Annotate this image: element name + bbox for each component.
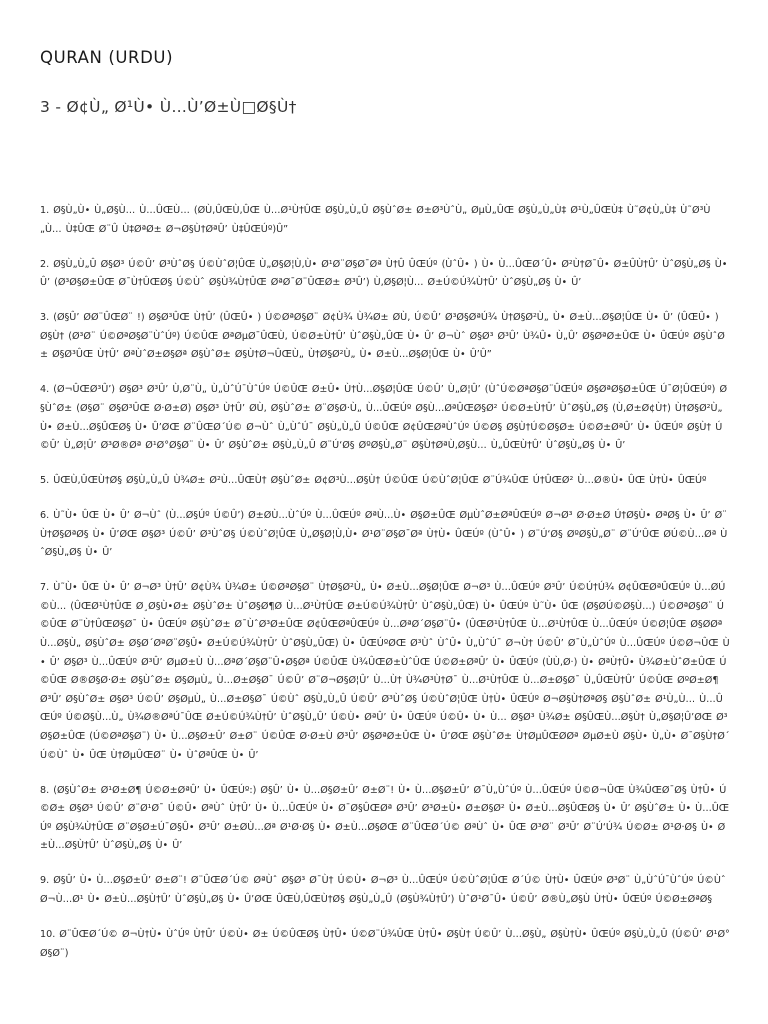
verse-list <box>40 202 730 980</box>
verse-4: 4. (Ø¬ÛŒØ³Û’) Ø§Ø³ Ø³Û’ Ù‚Ø¨Ù„ Ù„ÙˆÚ¯ÙˆÚº Ú©ÛŒ Ø±Û• Ù†Ù…Ø§Ø¦ÛŒ Ú©Û’ Ù„Ø¦Û’ (ÙˆÚ©ØªØ§Ø¨ÛŒÚº Ø§ØªØ§Ø±ÛŒ Ú¯Ø¦ÛŒÚº) Ø§ÙˆØ± (Ø§Ø¨ Ø§Ø³ÛŒ Ø·Ø±Ø) Ø§Ø³ Ù†Û’ ØÙ‚ Ø§ÙˆØ± Ø¨Ø§Ø·Ù„ Ù…ÛŒÚº Ø§Ù…ØªÛŒØ§Ø² Ú©Ø±Ù†Û’ ÙˆØ§Ù„Ø§ (Ù‚Ø±Ø¢Ù†) Ù†Ø§Ø²Ù„ Ù• Ø±Ù…Ø§ÛŒØ§ Ù• Û’ØŒ Ø¨ÛŒØ´Ú© Ø¬Ùˆ Ù„ÙˆÚ¯ Ø§Ù„Ù„Û Ú©ÛŒ Ø¢ÛŒØªÙˆÚº Ú©Ø§ Ø§Ù†Ú©Ø§Ø± Ú©Ø±ØªÛ’ Ù• ÛŒÚº Ø§Ù† Ú©Û’ Ù„Ø¦Û’ Ø³Ø®Øª Ø¹Ø°Ø§Ø¨ Ù• Û’ Ø§ÙˆØ± Ø§Ù„Ù„Û Ø¨Ú‘Ø§ ØºØ§Ù„Ø¨ Ø§Ù†ØªÙ‚Ø§Ù… Ù„ÛŒÙ†Û’ ÙˆØ§Ù„Ø§ Ù• Û’ <box>40 384 727 452</box>
verse-3: 3. (Ø§Û’ ØØ¨ÛŒØ¨ !) Ø§Ø³ÛŒ Ù†Û’ (ÛŒÛ• ) Ú©ØªØ§Ø¨ Ø¢Ù¾ Ù¾Ø± ØÙ‚ Ú©Û’ Ø³Ø§ØªÚ¾ Ù†Ø§Ø²Ù„ Ù• Ø±Ù…Ø§Ø¦ÛŒ Ù• Û’ (ÛŒÛ• ) Ø§Ù† (Ø³Ø¨ Ú©ØªØ§Ø¨ÙˆÚº) Ú©ÛŒ ØªØµØ¯ÛŒÙ‚ Ú©Ø±Ù†Û’ ÙˆØ§Ù„ÛŒ Ù• Û’ Ø¬Ùˆ Ø§Ø³ Ø³Û’ Ù¾Û• Ù„Û’ Ø§ØªØ±ÛŒ Ù• ÛŒÚº Ø§ÙˆØ± Ø§Ø³ÛŒ Ù†Û’ ØªÙˆØ±Ø§Øª Ø§ÙˆØ± Ø§Ù†Ø¬ÛŒÙ„ Ù†Ø§Ø²Ù„ Ù• Ø±Ù…Ø§Ø¦ÛŒ Ù• Û’Û” <box>40 312 725 361</box>
document-title: QURAN (URDU) <box>40 48 174 67</box>
verse-7: 7. Ù˜Ù• ÛŒ Ù• Û’ Ø¬Ø³ Ù†Û’ Ø¢Ù¾ Ù¾Ø± Ú©ØªØ§Ø¨ Ù†Ø§Ø²Ù„ Ù• Ø±Ù…Ø§Ø¦ÛŒ Ø¬Ø³ Ù…ÛŒÚº Ø³Û’ Ú©Ú†Ú¾ Ø¢ÛŒØªÛŒÚº Ù…ØÚ©Ù… (ÛŒØ¹Ù†ÛŒ Ø¸Ø§Ù•Ø± Ø§ÙˆØ± ÙˆØ§Ø¶Ø Ù…Ø¹Ù†ÛŒ Ø±Ú©Ú¾Ù†Û’ ÙˆØ§Ù„ÛŒ) Ù• ÛŒÚº Ù˜Ù• ÛŒ (Ø§ØÚ©Ø§Ù…) Ú©ØªØ§Ø¨ Ú©ÛŒ Ø¨Ù†ÛŒØ§Ø¯ Ù• ÛŒÚº Ø§ÙˆØ± Ø¯ÙˆØ³Ø±ÛŒ Ø¢ÛŒØªÛŒÚº Ù…ØªØ´Ø§Ø¨Û• (ÛŒØ¹Ù†ÛŒ Ù…Ø¹Ù†ÛŒ Ù…ÛŒÚº Ú©Ø¦ÛŒ Ø§ØØªÙ…Ø§Ù„ Ø§ÙˆØ± Ø§Ø´ØªØ¨Ø§Û• Ø±Ú©Ú¾Ù†Û’ ÙˆØ§Ù„ÛŒ) Ù• ÛŒÚºØŒ Ø³Ùˆ ÙˆÛ• Ù„ÙˆÚ¯ Ø¬Ù† Ú©Û’ Ø¯Ù„ÙˆÚº Ù…ÛŒÚº Ú©Ø¬ÛŒ Ù• Û’ Ø§Ø³ Ù…ÛŒÚº Ø³Û’ ØµØ±Ù Ù…ØªØ´Ø§Ø¨Û•Ø§Øª Ú©ÛŒ Ù¾ÛŒØ±ÙˆÛŒ Ú©Ø±ØªÛ’ Ù• ÛŒÚº (ÙÙ‚Ø·) Ù• ØªÙ†Û• Ù¾Ø±ÙˆØ±ÛŒ Ú©ÛŒ Ø®Ø§Ø·Ø± Ø§ÙˆØ± Ø§ØµÙ„ Ù…Ø±Ø§Ø¯ Ú©Û’ Ø¨Ø¬Ø§Ø¦Û’ Ù…Ù† Ù¾Ø³Ù†Ø¯ Ù…Ø¹Ù†ÛŒ Ù…Ø±Ø§Ø¯ Ù„ÛŒÙ†Û’ Ú©ÛŒ ØºØ±Ø¶ Ø³Û’ Ø§ÙˆØ± Ø§Ø³ Ú©Û’ Ø§ØµÙ„ Ù…Ø±Ø§Ø¯ Ú©Ùˆ Ø§Ù„Ù„Û Ú©Û’ Ø³ÙˆØ§ Ú©ÙˆØ¦ÛŒ Ù†Ù• ÛŒÚº Ø¬Ø§Ù†ØªØ§ Ø§ÙˆØ± Ø¹Ù„Ù… Ù…ÛŒÚº Ú©Ø§Ù…Ù„ Ù¾Ø®ØªÚ¯ÛŒ Ø±Ú©Ú¾Ù†Û’ ÙˆØ§Ù„Û’ Ú©Ù• ØªÛ’ Ù• ÛŒÚº Ú©Û• Ù• Ù… Ø§Ø³ Ù¾Ø± Ø§ÛŒÙ…Ø§Ù† Ù„Ø§Ø¦Û’ØŒ Ø³Ø§Ø±ÛŒ (Ú©ØªØ§Ø¨) Ù• Ù…Ø§Ø±Û’ Ø±Ø¨ Ú©ÛŒ Ø·Ø±Ù Ø³Û’ Ø§ØªØ±ÛŒ Ù• Û’ØŒ Ø§ÙˆØ± Ù†ØµÛŒØØª ØµØ±Ù Ø§Ù• Ù„Ù• Ø¯Ø§Ù†Ø´ Ú©Ùˆ Ù• ÛŒ Ù†ØµÛŒØ¨ Ù• ÙˆØªÛŒ Ù• Û’ <box>40 582 730 761</box>
verse-9: 9. Ø§Û’ Ù• Ù…Ø§Ø±Û’ Ø±Ø¨! Ø¨ÛŒØ´Ú© ØªÙˆ Ø§Ø³ Ø¯Ù† Ú©Ù• Ø¬Ø³ Ù…ÛŒÚº Ú©ÙˆØ¦ÛŒ Ø´Ú© Ù†Ù• ÛŒÚº Ø³Ø¨ Ù„ÙˆÚ¯ÙˆÚº Ú©Ùˆ Ø¬Ù…Ø¹ Ù• Ø±Ù…Ø§Ù†Û’ ÙˆØ§Ù„Ø§ Ù• Û’ØŒ ÛŒÙ‚ÛŒÙ†Ø§ Ø§Ù„Ù„Û (Ø§Ù¾Ù†Û’) ÙˆØ¹Ø¯Û• Ú©Û’ Ø®Ù„Ø§Ù Ù†Ù• ÛŒÚº Ú©Ø±ØªØ§ <box>40 875 726 905</box>
verse-1: 1. Ø§Ù„Ù• Ù„Ø§Ù… Ù…ÛŒÙ… (ØÙ‚ÛŒÙ‚ÛŒ Ù…Ø¹Ù†ÛŒ Ø§Ù„Ù„Û Ø§ÙˆØ± Ø±Ø³ÙˆÙ„ ØµÙ„ÛŒ Ø§Ù„Ù„Ù‡ Ø¹Ù„ÛŒÙ‡ Ù˜Ø¢Ù„Ù‡ Ù˜Ø³Ù„Ù… Ù‡ÛŒ Ø¨Û Ù‡ØªØ± Ø¬Ø§Ù†ØªÛ’ Ù‡ÛŒÚº)Û” <box>40 205 711 235</box>
verse-5: 5. ÛŒÙ‚ÛŒÙ†Ø§ Ø§Ù„Ù„Û Ù¾Ø± Ø²Ù…ÛŒÙ† Ø§ÙˆØ± Ø¢Ø³Ù…Ø§Ù† Ú©ÛŒ Ú©ÙˆØ¦ÛŒ Ø¨Ú¾ÛŒ Ú†ÛŒØ² Ù…Ø®Ù• ÛŒ Ù†Ù• ÛŒÚº <box>40 475 707 487</box>
verse-8: 8. (Ø§ÙˆØ± Ø¹Ø±Ø¶ Ú©Ø±ØªÛ’ Ù• ÛŒÚº:) Ø§Û’ Ù• Ù…Ø§Ø±Û’ Ø±Ø¨! Ù• Ù…Ø§Ø±Û’ Ø¯Ù„ÙˆÚº Ù…ÛŒÚº Ú©Ø¬ÛŒ Ù¾ÛŒØ¯Ø§ Ù†Û• Ú©Ø± Ø§Ø³ Ú©Û’ Ø¨Ø¹Ø¯ Ú©Û• ØªÙˆ Ù†Û’ Ù• Ù…ÛŒÚº Ù• Ø¯Ø§ÛŒØª Ø³Û’ Ø³Ø±Ù• Ø±Ø§Ø² Ù• Ø±Ù…Ø§ÛŒØ§ Ù• Û’ Ø§ÙˆØ± Ù• Ù…ÛŒÚº Ø§Ù¾Ù†ÛŒ Ø¨Ø§Ø±Ú¯Ø§Û• Ø³Û’ Ø±ØÙ…Øª Ø¹Ø·Ø§ Ù• Ø±Ù…Ø§ØŒ Ø¨ÛŒØ´Ú© ØªÙˆ Ù• ÛŒ Ø³Ø¨ Ø³Û’ Ø¨Ú‘Ú¾ Ú©Ø± Ø¹Ø·Ø§ Ù• Ø±Ù…Ø§Ù†Û’ ÙˆØ§Ù„Ø§ Ù• Û’ <box>40 784 730 852</box>
verse-2: 2. Ø§Ù„Ù„Û Ø§Ø³ Ú©Û’ Ø³ÙˆØ§ Ú©ÙˆØ¦ÛŒ Ù„Ø§Ø¦Ù‚Ù• Ø¹Ø¨Ø§Ø¯Øª Ù†Û ÛŒÚº (ÙˆÛ• ) Ù• Ù…ÛŒØ´Û• Ø²Ù†Ø¯Û• Ø±ÛÙ†Û’ ÙˆØ§Ù„Ø§ Ù• Û’ (Ø³Ø§Ø±ÛŒ Ø¯Ù†ÛŒØ§ Ú©Ùˆ Ø§Ù¾Ù†ÛŒ ØªØ¯Ø¨ÛŒØ± Ø³Û’) Ù‚Ø§Ø¦Ù… Ø±Ú©Ú¾Ù†Û’ ÙˆØ§Ù„Ø§ Ù• Û’ <box>40 258 728 289</box>
verse-10: 10. Ø¨ÛŒØ´Ú© Ø¬Ù†Ù• ÙˆÚº Ù†Û’ Ú©Ù• Ø± Ú©ÛŒØ§ Ù†Û• Ú©Ø¨Ú¾ÛŒ Ù†Û• Ø§Ù† Ú©Û’ Ù…Ø§Ù„ Ø§Ù†Ù• ÛŒÚº Ø§Ù„Ù„Û (Ú©Û’ Ø¹Ø°Ø§Ø¨) <box>40 928 730 959</box>
surah-heading: 3 - Ø¢Ù„ Ø¹Ù• Ù…Ù’Ø±Ù□Ø§Ù† <box>40 98 297 116</box>
verse-6: 6. Ù˜Ù• ÛŒ Ù• Û’ Ø¬Ùˆ (Ù…Ø§Úº Ú©Û’) Ø±ØÙ…ÙˆÚº Ù…ÛŒÚº ØªÙ…Ù• Ø§Ø±ÛŒ ØµÙˆØ±ØªÛŒÚº Ø¬Ø³ Ø·Ø±Ø Ú†Ø§Ù• ØªØ§ Ù• Û’ Ø¨Ù†Ø§ØªØ§ Ù• Û’ØŒ Ø§Ø³ Ú©Û’ Ø³ÙˆØ§ Ú©ÙˆØ¦ÛŒ Ù„Ø§Ø¦Ù‚Ù• Ø¹Ø¨Ø§Ø¯Øª Ù†Ù• ÛŒÚº (ÙˆÛ• ) Ø¨Ú‘Ø§ ØºØ§Ù„Ø¨ Ø¨Ú‘ÛŒ ØÚ©Ù…Øª ÙˆØ§Ù„Ø§ Ù• Û’ <box>40 510 728 559</box>
